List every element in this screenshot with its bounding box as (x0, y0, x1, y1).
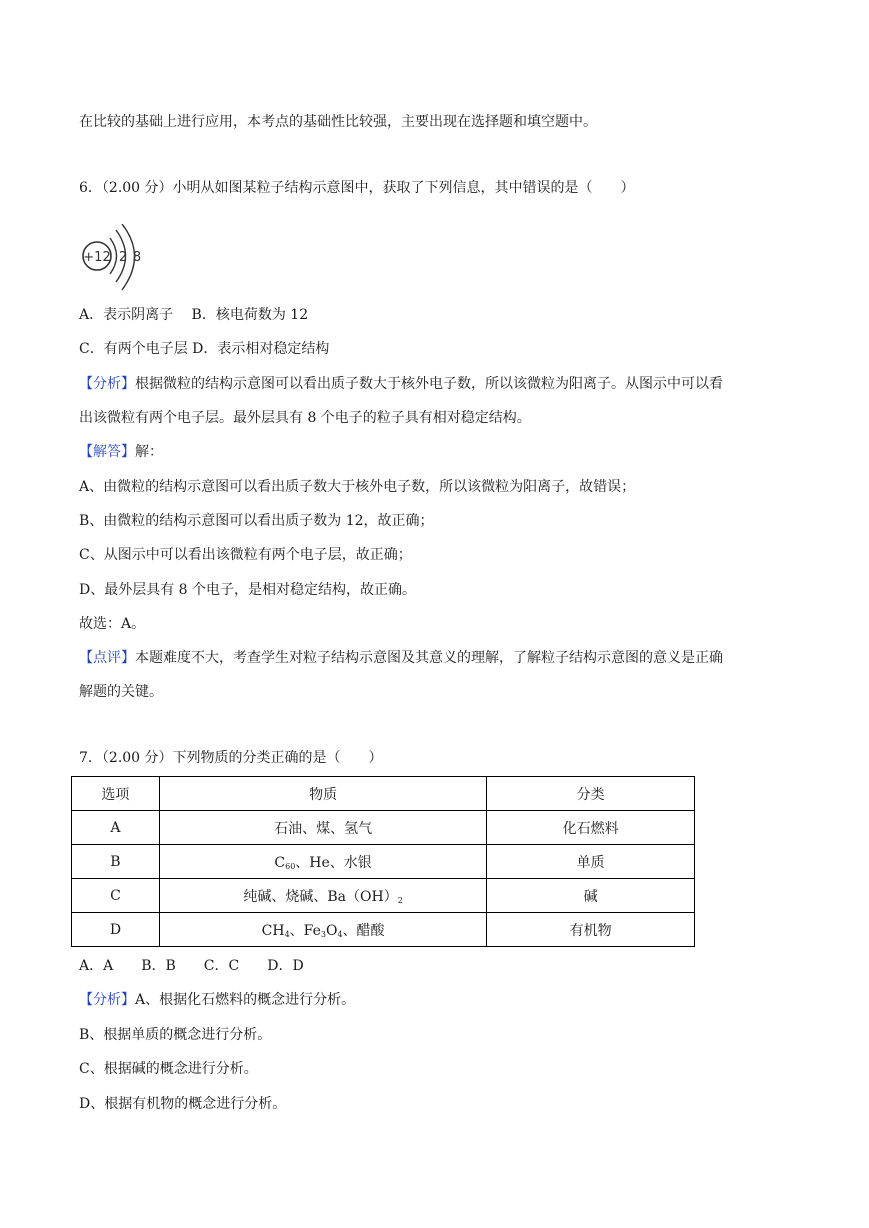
q6-comment-line2: 解题的关键。 (79, 684, 163, 700)
q6-options-line2: C．有两个电子层 D．表示相对稳定结构 (79, 341, 330, 357)
table-header-row (72, 777, 695, 811)
row-option: D (72, 913, 160, 947)
analysis-tag: 【分析】 (79, 376, 135, 392)
header-category: 分类 (487, 777, 695, 811)
intro-line: 在比较的基础上进行应用，本考点的基础性比较强，主要出现在选择题和填空题中。 (79, 114, 597, 130)
q6-stem: 6．（2.00 分）小明从如图某粒子结构示意图中，获取了下列信息，其中错误的是（ ） (79, 180, 635, 196)
q6-answer-b: B、由微粒的结构示意图可以看出质子数为 12，故正确； (79, 513, 434, 529)
analysis-tag: 【分析】 (79, 992, 135, 1008)
row-substance: $CH_4$、$Fe_3O_4$、醋酸 (159, 913, 486, 947)
row-option: A (72, 811, 160, 845)
answer-tag: 【解答】 (79, 444, 135, 460)
q6-answer-intro (79, 442, 163, 462)
q6-answer-a: A、由微粒的结构示意图可以看出质子数大于核外电子数，所以该微粒为阳离子，故错误； (79, 479, 636, 495)
table-row (72, 913, 695, 947)
classification-table (71, 776, 695, 947)
table-row (72, 879, 695, 913)
atom-structure-diagram (79, 224, 159, 294)
row-option: B (72, 845, 160, 879)
table-row (72, 845, 695, 879)
answer-intro-text: 解： (135, 444, 163, 460)
q6-answer-c: C、从图示中可以看出该微粒有两个电子层，故正确； (79, 547, 412, 563)
q6-comment-line1 (79, 648, 723, 668)
q6-options-line1: A．表示阴离子 B．核电荷数为 12 (79, 307, 309, 323)
header-substance: 物质 (159, 777, 486, 811)
row-substance: 石油、煤、氢气 (159, 811, 486, 845)
row-category: 有机物 (487, 913, 695, 947)
q7-options-line: A．A B．B C．C D．D (79, 958, 304, 974)
shell2-electrons: 8 (132, 250, 142, 265)
comment-tag: 【点评】 (79, 650, 135, 666)
q7-analysis-c: C、根据碱的概念进行分析。 (79, 1061, 258, 1077)
q6-choice: 故选：A。 (79, 616, 146, 632)
nucleus-label: +12 (83, 250, 111, 265)
table-row (72, 811, 695, 845)
row-category: 化石燃料 (487, 811, 695, 845)
row-substance: 纯碱、烧碱、$Ba(OH)_2$ (159, 879, 486, 913)
header-option: 选项 (72, 777, 160, 811)
q7-stem: 7．（2.00 分）下列物质的分类正确的是（ ） (79, 750, 383, 766)
analysis-text: 根据微粒的结构示意图可以看出质子数大于核外电子数，所以该微粒为阳离子。从图示中可以看 (135, 376, 723, 392)
row-option: C (72, 879, 160, 913)
q6-answer-d: D、最外层具有 8 个电子，是相对稳定结构，故正确。 (79, 582, 417, 598)
analysis-text: A、根据化石燃料的概念进行分析。 (135, 992, 356, 1008)
q7-analysis-b: B、根据单质的概念进行分析。 (79, 1027, 272, 1043)
q6-analysis-line2: 出该微粒有两个电子层。最外层具有 8 个电子的粒子具有相对稳定结构。 (79, 410, 531, 426)
row-substance: $C_{60}$、He、水银 (159, 845, 486, 879)
row-category: 单质 (487, 845, 695, 879)
q7-analysis-line1 (79, 990, 355, 1010)
comment-text: 本题难度不大，考查学生对粒子结构示意图及其意义的理解，了解粒子结构示意图的意义是正确 (135, 650, 723, 666)
q6-analysis-line1 (79, 374, 723, 394)
q7-analysis-d: D、根据有机物的概念进行分析。 (79, 1096, 287, 1112)
row-category: 碱 (487, 879, 695, 913)
shell1-electrons: 2 (118, 250, 128, 265)
